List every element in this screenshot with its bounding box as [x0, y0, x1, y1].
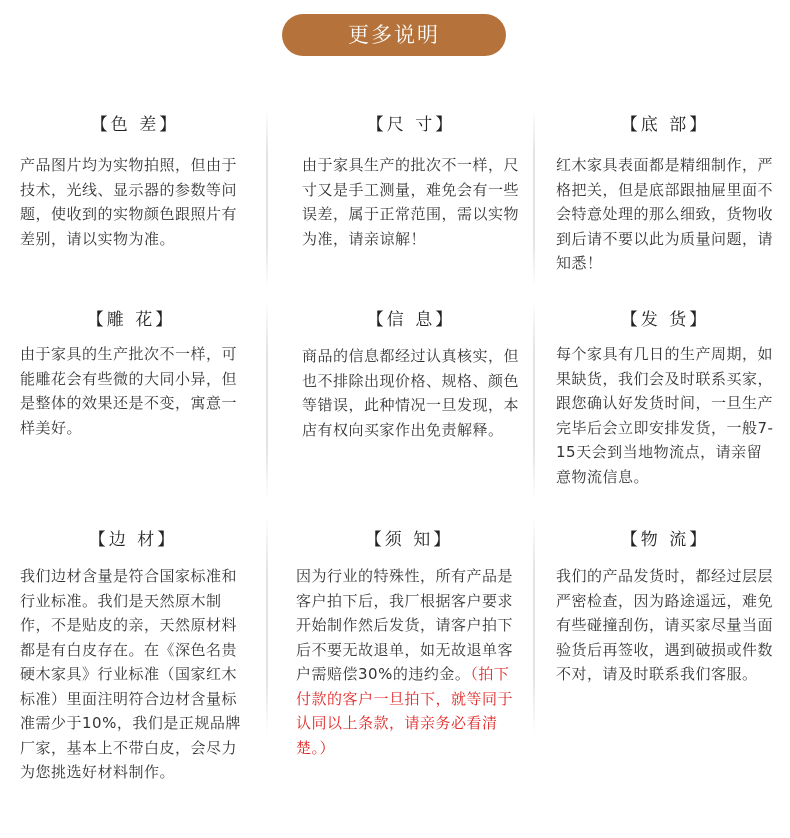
notice-warning-text: （拍下付款的客户一旦拍下，就等同于认同以上条款，请亲务必看清楚。） [296, 665, 514, 757]
section-body: 每个家具有几日的生产周期，如果缺货，我们会及时联系买家，跟您确认好发货时间，一旦生产完毕后会立即安排发货，一般7-15天会到当地物流点，请亲留意物流信息。 [556, 345, 774, 486]
section-body [296, 564, 522, 760]
section-title: 【尺 寸】 [366, 115, 456, 135]
info-section-information [302, 305, 520, 442]
section-title: 【发 货】 [620, 310, 710, 330]
section-title: 【色 差】 [90, 115, 180, 135]
notice-text: 因为行业的特殊性，所有产品是客户拍下后，我厂根据客户要求开始制作然后发货，请客户拍下后不要无故退单，如无故退单客户需赔偿30%的违约金。 [296, 567, 514, 683]
section-body: 我们边材含量是符合国家标准和行业标准。我们是天然原木制作，不是贴皮的亲，天然原材料都是有白皮存在。在《深色名贵硬木家具》行业标准（国家红木标准）里面注明符合边材含量标准需少于10%，我们是正规品牌厂家，基本上不带白皮，会尽力为您挑选好材料制作。 [20, 567, 241, 781]
info-section-carving [20, 305, 242, 440]
section-title: 【雕 花】 [86, 310, 176, 330]
section-body: 由于家具生产的批次不一样，尺寸又是手工测量，难免会有一些误差，属于正常范围，需以实物为准，请亲谅解！ [302, 156, 520, 248]
info-section-logistics [556, 525, 774, 687]
section-body: 产品图片均为实物拍照，但由于技术，光线、显示器的参数等问题，使收到的实物颜色跟照片有差别，请以实物为准。 [20, 156, 238, 248]
section-body: 商品的信息都经过认真核实，但也不排除出现价格、规格、颜色等错误，此种情况一旦发现，本店有权向买家作出免责解释。 [302, 347, 520, 439]
column-divider [533, 108, 535, 288]
info-section-color-difference [20, 110, 250, 251]
column-divider [266, 300, 268, 500]
section-title: 【底 部】 [620, 115, 710, 135]
info-section-sapwood [20, 525, 246, 785]
section-title: 【物 流】 [620, 530, 710, 550]
section-body: 红木家具表面都是精细制作，严格把关，但是底部跟抽屉里面不会特意处理的那么细致，货物收到后请不要以此为质量问题，请知悉！ [556, 156, 774, 272]
column-divider [533, 515, 535, 735]
column-divider [266, 108, 268, 288]
info-section-size [302, 110, 520, 251]
section-title: 【边 材】 [88, 530, 178, 550]
section-title: 【信 息】 [366, 310, 456, 330]
column-divider [533, 300, 535, 500]
column-divider [266, 515, 268, 735]
info-section-notice [296, 525, 522, 760]
section-title: 【须 知】 [364, 530, 454, 550]
info-section-bottom [556, 110, 774, 276]
section-body: 由于家具的生产批次不一样，可能雕花会有些微的大同小异，但是整体的效果还是不变，寓意一样美好。 [20, 345, 238, 437]
page-title: 更多说明 [282, 14, 506, 56]
info-section-shipping [556, 305, 774, 489]
section-body: 我们的产品发货时，都经过层层严密检查，因为路途遥远，难免有些碰撞刮伤，请买家尽量当面验货后再签收，遇到破损或件数不对，请及时联系我们客服。 [556, 567, 774, 683]
